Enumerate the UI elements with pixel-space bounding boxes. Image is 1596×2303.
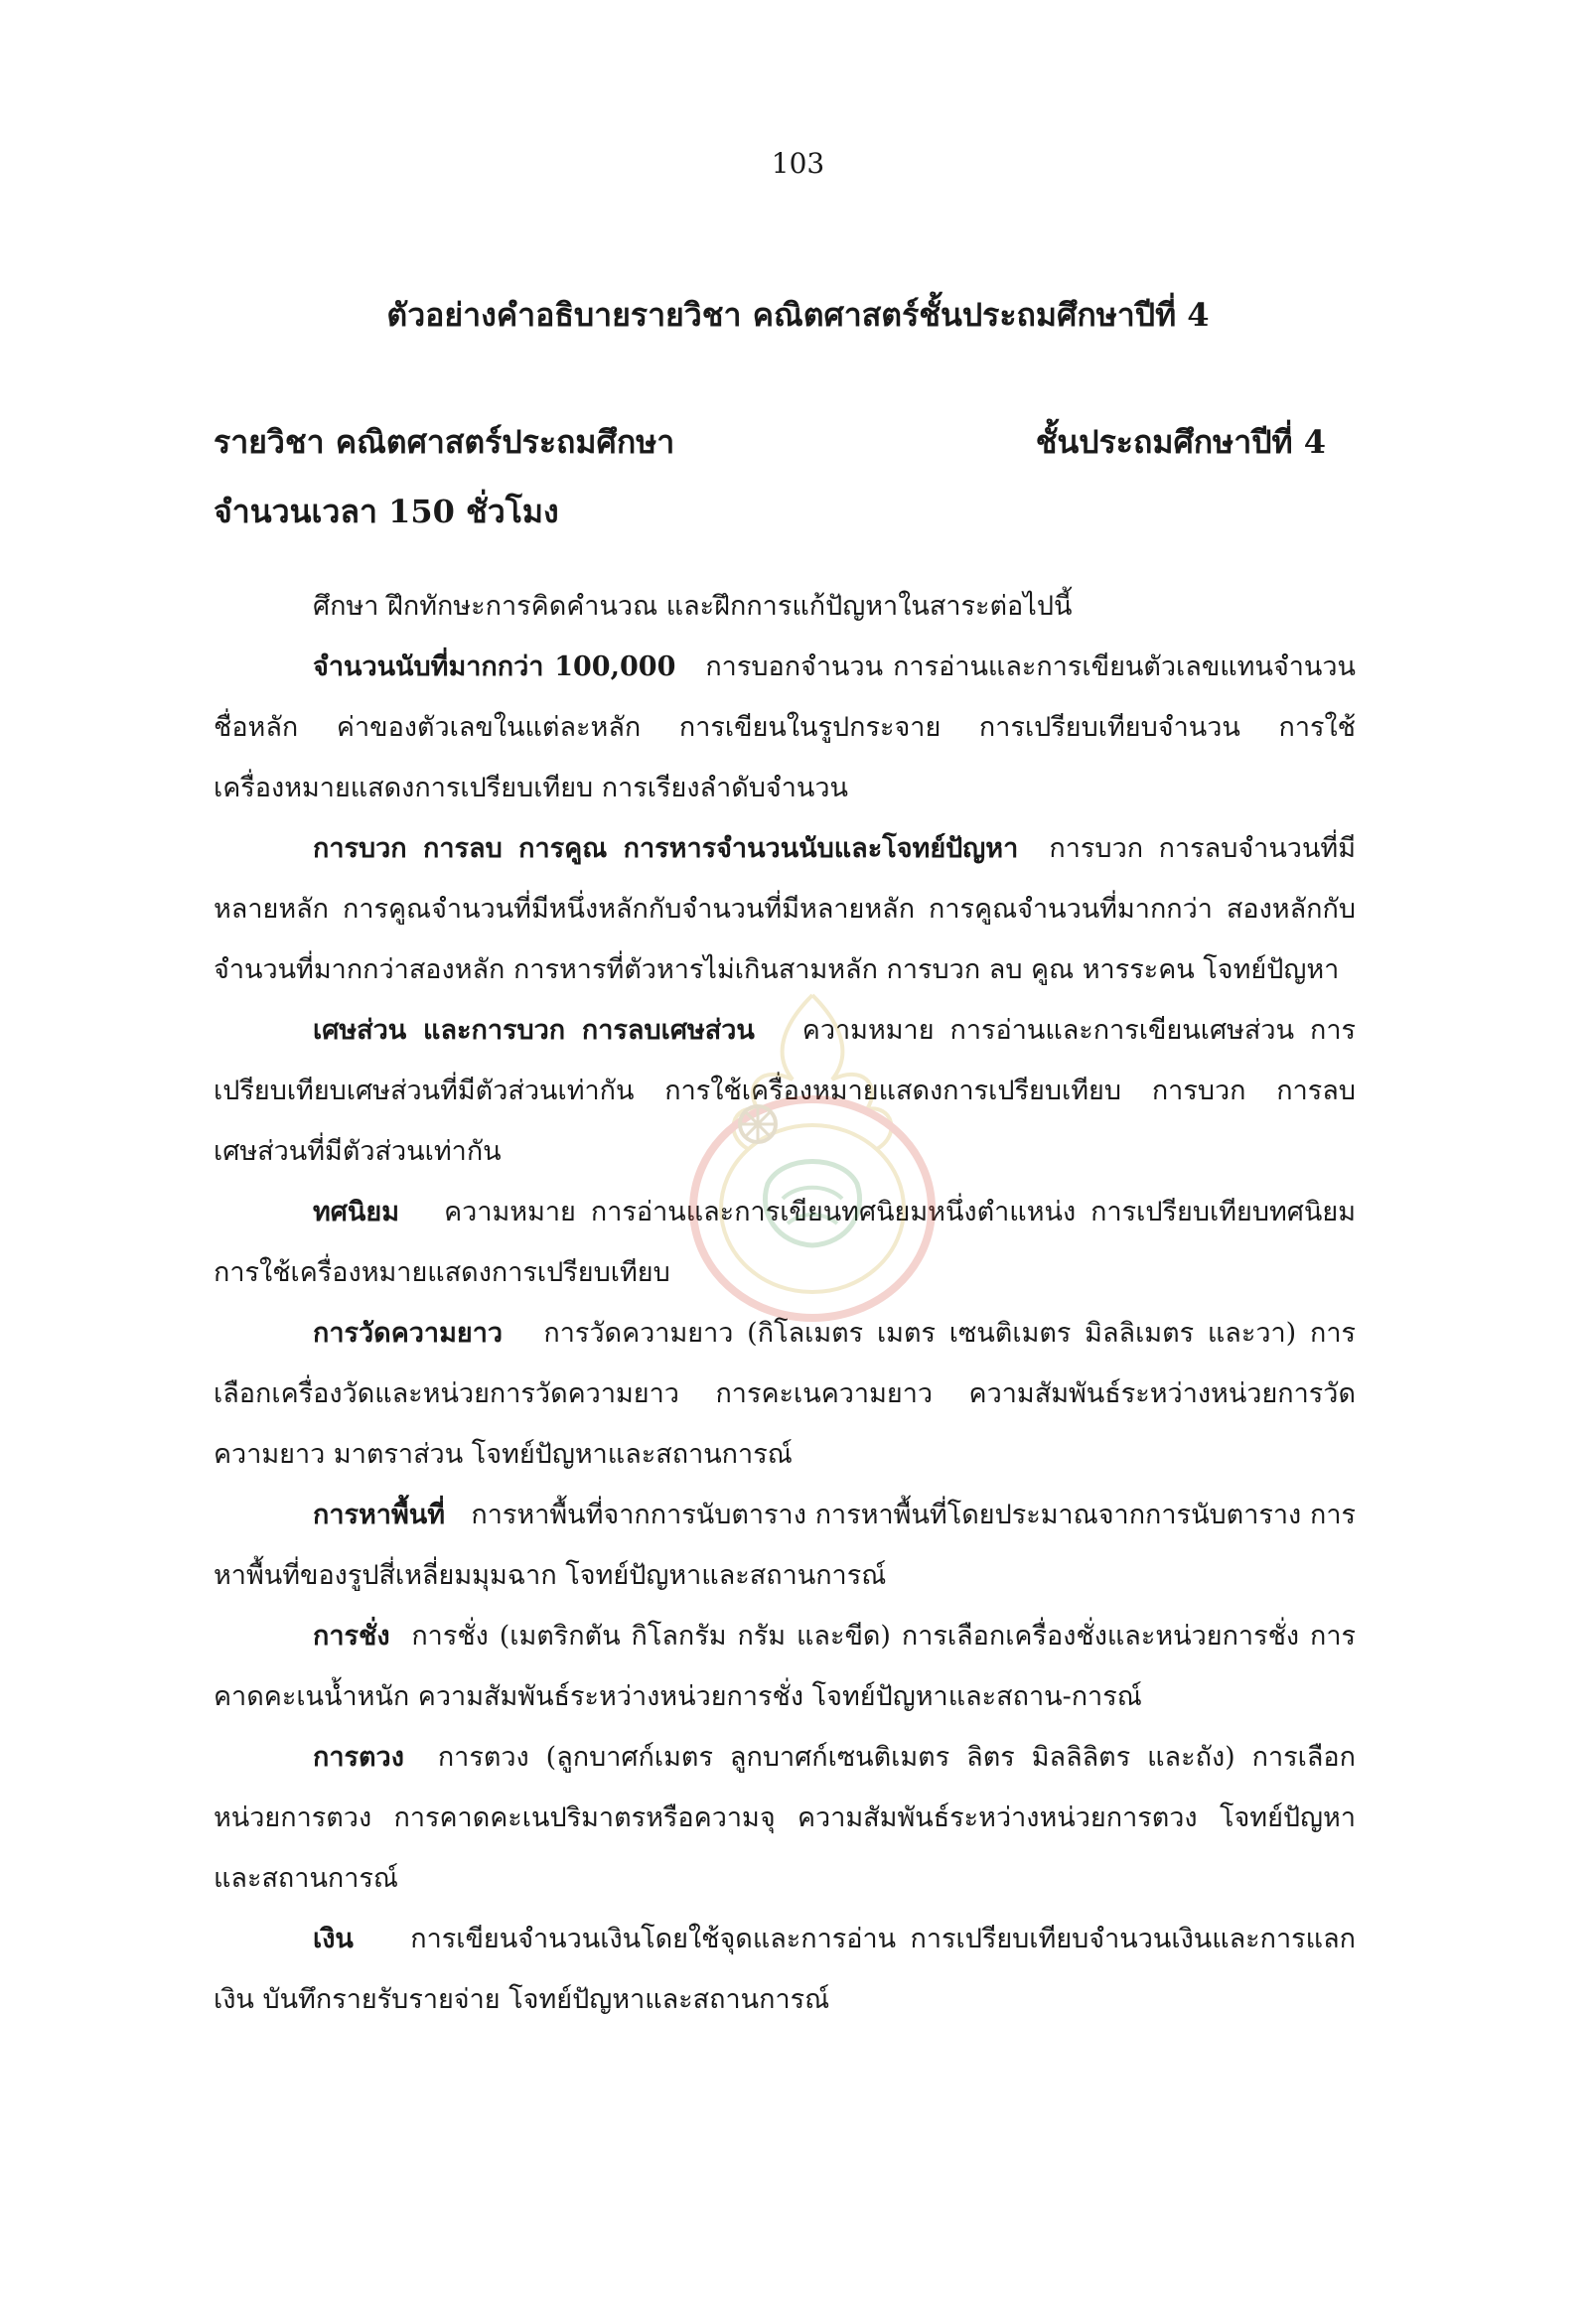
section-volume — [214, 1727, 1356, 1909]
section-text: การบอกจำนวน การอ่านและการเขียนตัวเลขแทนจำนวน ชื่อหลัก ค่าของตัวเลขในแต่ละหลัก การเขียนในรูปกระจาย การเปรียบเทียบจำนวน การใช้เครื่องหมายแสดงการเปรียบเทียบ การเรียงลำดับจำนวน — [214, 651, 1356, 803]
section-text: ความหมาย การอ่านและการเขียนเศษส่วน การเปรียบเทียบเศษส่วนที่มีตัวส่วนเท่ากัน การใช้เครื่องหมายแสดงการเปรียบเทียบ การบวก การลบเศษส่วนที่มีตัวส่วนเท่ากัน — [214, 1015, 1357, 1167]
course-subject: รายวิชา คณิตศาสตร์ประถมศึกษา — [214, 423, 675, 461]
course-grade: ชั้นประถมศึกษาปีที่ 4 — [1035, 423, 1326, 461]
section-text: การวัดความยาว (กิโลเมตร เมตร เซนติเมตร มิลลิเมตร และวา) การเลือกเครื่องวัดและหน่วยการวัดความยาว การคะเนความยาว ความสัมพันธ์ระหว่างหน่วยการวัดความยาว มาตราส่วน โจทย์ปัญหาและสถานการณ์ — [214, 1318, 1356, 1470]
section-heading: การบวก การลบ การคูณ การหารจำนวนนับและโจทย์ปัญหา — [313, 833, 1019, 864]
page-number: 103 — [771, 147, 825, 180]
section-heading: เงิน — [313, 1924, 354, 1954]
section-heading: การชั่ง — [313, 1621, 390, 1652]
section-money — [214, 1909, 1356, 2030]
section-length — [214, 1303, 1356, 1485]
intro-paragraph: ศึกษา ฝึกทักษะการคิดคำนวณ และฝึกการแก้ปัญหาในสาระต่อไปนี้ — [313, 591, 1073, 622]
section-fractions — [214, 1000, 1356, 1182]
section-text: การหาพื้นที่จากการนับตาราง การหาพื้นที่โดยประมาณจากการนับตาราง การหาพื้นที่ของรูปสี่เหลี่ยมมุมฉาก โจทย์ปัญหาและสถานการณ์ — [214, 1500, 1357, 1591]
document-title: ตัวอย่างคำอธิบายรายวิชา คณิตศาสตร์ชั้นประถมศึกษาปีที่ 4 — [386, 296, 1210, 334]
section-heading: จำนวนนับที่มากกว่า 100,000 — [313, 651, 676, 682]
section-decimals — [214, 1182, 1356, 1303]
section-weighing — [214, 1606, 1356, 1727]
course-hours: จำนวนเวลา 150 ชั่วโมง — [214, 493, 559, 530]
section-whole-numbers — [214, 637, 1356, 818]
section-operations — [214, 818, 1356, 1000]
section-heading: การตวง — [313, 1742, 404, 1773]
course-hours-row — [214, 487, 1326, 537]
section-text: การชั่ง (เมตริกตัน กิโลกรัม กรัม และขีด) การเลือกเครื่องชั่งและหน่วยการชั่ง การคาดคะเนน้ำหนัก ความสัมพันธ์ระหว่างหน่วยการชั่ง โจทย์ปัญหาและสถาน-การณ์ — [214, 1621, 1356, 1712]
section-heading: การวัดความยาว — [313, 1318, 504, 1349]
course-description — [214, 576, 1356, 2030]
section-heading: ทศนิยม — [313, 1197, 400, 1227]
section-text: ความหมาย การอ่านและการเขียนทศนิยมหนึ่งตำแหน่ง การเปรียบเทียบทศนิยม การใช้เครื่องหมายแสดงการเปรียบเทียบ — [214, 1197, 1357, 1288]
section-area — [214, 1485, 1356, 1606]
section-text: การบวก การลบจำนวนที่มีหลายหลัก การคูณจำนวนที่มีหนึ่งหลักกับจำนวนที่มีหลายหลัก การคูณจำนวนที่มากกว่า สองหลักกับจำนวนที่มากกว่าสองหลัก การหารที่ตัวหารไม่เกินสามหลัก การบวก ลบ คูณ หารระคน โจทย์ปัญหา — [214, 833, 1356, 985]
section-heading: เศษส่วน และการบวก การลบเศษส่วน — [313, 1015, 755, 1046]
course-subject-row — [214, 417, 1326, 468]
section-text: การตวง (ลูกบาศก์เมตร ลูกบาศก์เซนติเมตร ลิตร มิลลิลิตร และถัง) การเลือกหน่วยการตวง การคาดคะเนปริมาตรหรือความจุ ความสัมพันธ์ระหว่างหน่วยการตวง โจทย์ปัญหาและสถานการณ์ — [214, 1742, 1356, 1894]
section-heading: การหาพื้นที่ — [313, 1500, 446, 1530]
section-text: การเขียนจำนวนเงินโดยใช้จุดและการอ่าน การเปรียบเทียบจำนวนเงินและการแลกเงิน บันทึกรายรับรายจ่าย โจทย์ปัญหาและสถานการณ์ — [214, 1924, 1356, 2015]
